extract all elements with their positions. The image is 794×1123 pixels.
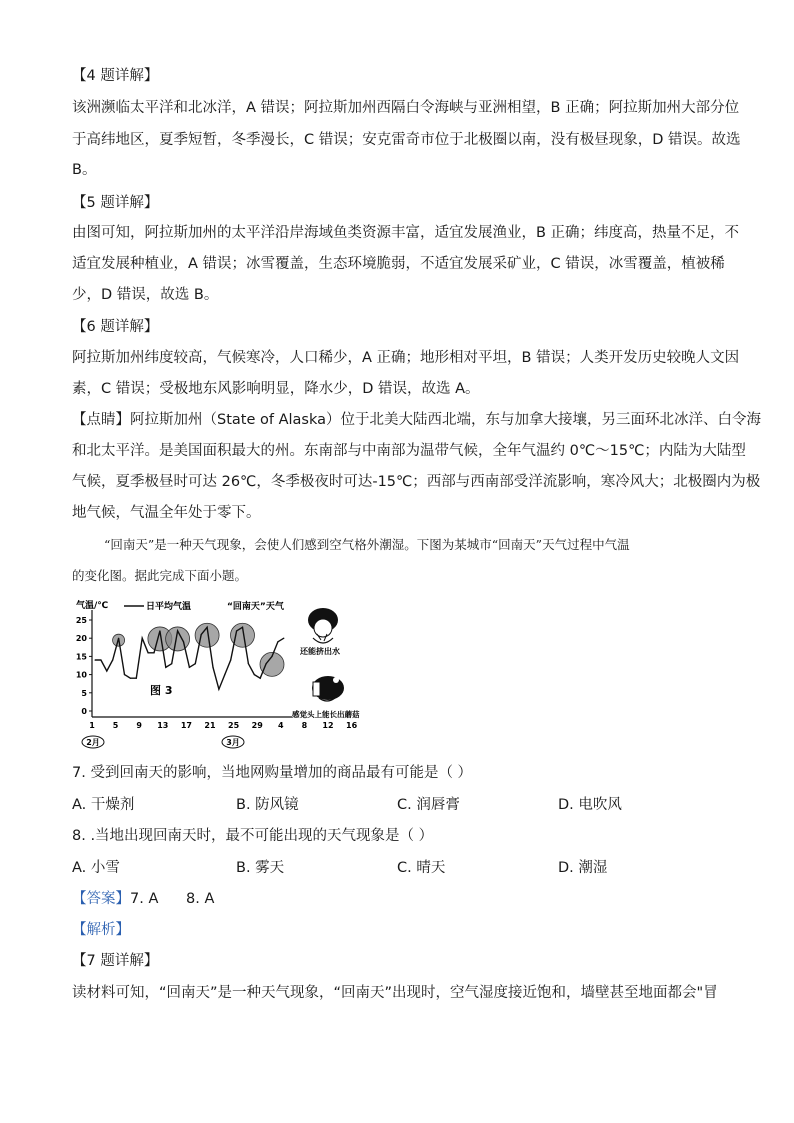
- data-point: [283, 638, 284, 639]
- q6-line-1: 阿拉斯加州纬度较高，气候寒冷，人口稀少，A 正确；地形相对平坦，B 错误；人类开发历史较晚人文因: [72, 350, 740, 366]
- q4-heading: 【4 题详解】: [72, 68, 159, 84]
- data-point: [224, 674, 225, 675]
- q5-line-1: 由图可知，阿拉斯加州的太平洋沿岸海域鱼类资源丰富，适宜发展渔业，B 正确；纬度高，热量不足，不: [72, 225, 740, 241]
- month-feb-label: 2月: [86, 738, 100, 747]
- q8-option-d: D. 潮湿: [558, 860, 608, 876]
- data-point: [136, 678, 137, 679]
- x-tick-label: 16: [346, 721, 358, 730]
- month-mar-label: 3月: [226, 738, 240, 747]
- q7-stem: 7. 受到回南天的影响，当地网购量增加的商品最有可能是（ ）: [72, 765, 473, 781]
- q7-option-c: C. 润唇膏: [397, 797, 460, 813]
- q7-option-d: D. 电吹风: [558, 797, 622, 813]
- data-point: [277, 641, 278, 642]
- dianjing-line-1: 【点睛】阿拉斯加州（State of Alaska）位于北美大陆西北端，东与加拿大接壤，另三面环北冰洋、白令海: [72, 412, 761, 428]
- caption-bottom: 感觉头上能长出蘑菇: [292, 710, 360, 719]
- y-tick-label: 5: [81, 688, 87, 698]
- q6-heading: 【6 题详解】: [72, 319, 159, 335]
- data-point: [201, 634, 202, 635]
- data-point: [94, 659, 95, 660]
- q5-line-3: 少，D 错误，故选 B。: [72, 287, 219, 303]
- data-point: [207, 627, 208, 628]
- answer-label: 【答案】: [72, 891, 130, 907]
- dianjing-line-3: 气候，夏季极昼时可达 26℃，冬季极夜时可达-15℃；西部与西南部受洋流影响，寒冷风大；北极圈内为极: [72, 474, 761, 490]
- cartoon-wringing-person-icon: [308, 608, 338, 643]
- data-point: [271, 656, 272, 657]
- analysis-label: 【解析】: [72, 922, 130, 938]
- y-tick-label: 20: [75, 634, 87, 644]
- data-point: [165, 667, 166, 668]
- q7detail-heading: 【7 题详解】: [72, 953, 159, 969]
- x-tick-label: 12: [322, 721, 334, 730]
- x-tick-label: 21: [204, 721, 216, 730]
- x-tick-label: 8: [301, 721, 308, 730]
- data-point: [112, 659, 113, 660]
- y-tick-label: 0: [81, 707, 87, 716]
- data-point: [248, 663, 249, 664]
- q8-stem: 8. .当地出现回南天时，最不可能出现的天气现象是（ ）: [72, 828, 434, 844]
- x-tick-label: 17: [180, 721, 192, 730]
- chart-ylabel: 气温/℃: [76, 601, 109, 611]
- data-point: [159, 630, 160, 631]
- dianjing-line-2: 和北太平洋。是美国面积最大的州。东南部与中南部为温带气候，全年气温约 0℃～15℃；内陆为大陆型: [72, 443, 746, 459]
- q8-option-b: B. 雾天: [236, 860, 285, 876]
- x-tick-label: 5: [112, 721, 119, 730]
- data-point: [195, 663, 196, 664]
- data-point: [100, 659, 101, 660]
- data-point: [230, 659, 231, 660]
- data-point: [124, 674, 125, 675]
- q7detail-line-1: 读材料可知，“回南天”是一种天气现象，“回南天”出现时，空气湿度接近饱和，墙壁甚至地面都会"冒: [72, 985, 718, 1001]
- data-point: [153, 652, 154, 653]
- legend-line-label: 日平均气温: [146, 602, 192, 612]
- data-point: [254, 674, 255, 675]
- q7-option-b: B. 防风镜: [236, 797, 299, 813]
- data-point: [242, 627, 243, 628]
- data-point: [106, 670, 107, 671]
- data-point: [130, 678, 131, 679]
- q8-option-a: A. 小雪: [72, 860, 120, 876]
- intro-line-1: “回南天”是一种天气现象，会使人们感到空气格外潮湿。下图为某城市“回南天”天气过程中气温: [104, 537, 630, 552]
- data-point: [171, 663, 172, 664]
- data-point: [189, 667, 190, 668]
- q5-heading: 【5 题详解】: [72, 195, 159, 211]
- data-point: [266, 663, 267, 664]
- q4-line-1: 该洲濒临太平洋和北冰洋，A 错误；阿拉斯加州西隔白令海峡与亚洲相望，B 正确；阿拉斯加州大部分位: [72, 100, 740, 116]
- data-point: [183, 641, 184, 642]
- x-tick-label: 9: [136, 721, 142, 730]
- figure-label: 图 3: [150, 684, 173, 697]
- x-tick-label: 13: [157, 721, 169, 730]
- dianjing-line-4: 地气候，气温全年处于零下。: [72, 505, 261, 521]
- data-point: [236, 630, 237, 631]
- data-point: [118, 638, 119, 639]
- temperature-chart: [72, 598, 402, 750]
- answer-text: 7. A 8. A: [130, 891, 215, 907]
- data-point: [148, 652, 149, 653]
- q5-line-2: 适宜发展种植业，A 错误；冰雪覆盖，生态环境脆弱，不适宜发展采矿业，C 错误，冰雪覆盖，植被稀: [72, 256, 725, 272]
- y-tick-label: 15: [75, 652, 87, 662]
- intro-line-2: 的变化图。据此完成下面小题。: [72, 568, 248, 583]
- q8-option-c: C. 晴天: [397, 860, 446, 876]
- answer-row: [72, 889, 214, 909]
- caption-top: 还能挤出水: [300, 647, 340, 656]
- legend-circle-label: “回南天”天气: [227, 602, 284, 612]
- cartoon-mushroom-head-icon: [312, 676, 344, 701]
- y-tick-label: 10: [75, 670, 87, 680]
- x-tick-label: 4: [278, 721, 284, 730]
- q6-line-2: 素，C 错误；受极地东风影响明显，降水少，D 错误，故选 A。: [72, 381, 480, 397]
- q7-option-a: A. 干燥剂: [72, 797, 135, 813]
- y-tick-label: 25: [75, 616, 87, 625]
- data-point: [212, 667, 213, 668]
- data-point: [142, 638, 143, 639]
- q4-line-2: 于高纬地区，夏季短暂，冬季漫长，C 错误；安克雷奇市位于北极圈以南，没有极昼现象，D 错误。故选: [72, 132, 741, 148]
- q4-line-3: B。: [72, 162, 97, 178]
- data-point: [177, 630, 178, 631]
- x-tick-label: 1: [89, 721, 95, 730]
- x-tick-label: 29: [251, 721, 263, 730]
- x-tick-label: 25: [228, 721, 240, 730]
- data-point: [260, 678, 261, 679]
- data-point: [218, 689, 219, 690]
